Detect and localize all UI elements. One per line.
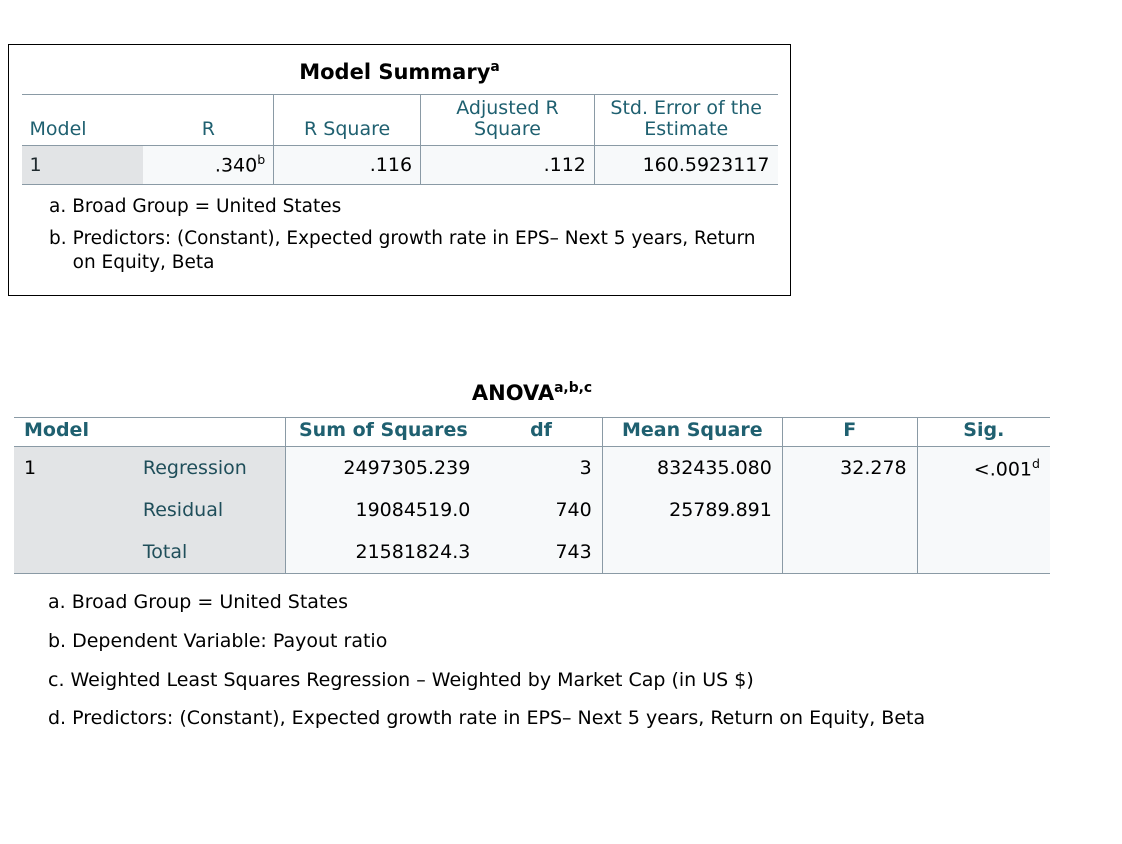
cell-r-square: .116 (274, 145, 421, 184)
cell-std-error: 160.5923117 (594, 145, 777, 184)
cell-mean-square: 25789.891 (602, 489, 782, 531)
table-row (14, 489, 1050, 531)
cell-sig (917, 531, 1050, 574)
table-row (22, 145, 778, 184)
anova-title-text: ANOVA (471, 381, 555, 405)
cell-sum-of-squares: 21581824.3 (286, 531, 480, 574)
column-header-sig: Sig. (917, 418, 1050, 447)
footnote-c-label: c. (48, 668, 65, 691)
cell-r-value: .340 (214, 154, 258, 177)
footnote-a (9, 195, 790, 219)
footnote-d (14, 706, 1050, 731)
model-summary-title-text: Model Summary (299, 60, 491, 84)
cell-sig-superscript: d (1032, 456, 1040, 472)
cell-df: 3 (480, 447, 602, 490)
column-header-std-error: Std. Error of the Estimate (594, 95, 777, 146)
footnote-b (9, 227, 790, 275)
cell-r (143, 145, 273, 184)
footnote-b-text: Dependent Variable: Payout ratio (72, 629, 388, 652)
cell-source-regression: Regression (127, 447, 286, 490)
footnote-d-text: Predictors: (Constant), Expected growth rate in EPS– Next 5 years, Return on Equity, Beta (72, 707, 926, 730)
table-row (14, 447, 1050, 490)
cell-mean-square: 832435.080 (602, 447, 782, 490)
cell-sum-of-squares: 2497305.239 (286, 447, 480, 490)
footnote-a-text: Broad Group = United States (72, 195, 342, 217)
anova-title (14, 380, 1050, 417)
cell-model (14, 531, 127, 574)
anova-table-block (14, 380, 1114, 745)
column-header-f: F (782, 418, 917, 447)
cell-df: 743 (480, 531, 602, 574)
footnote-b-label: b. (49, 227, 67, 249)
cell-f (782, 531, 917, 574)
column-header-r-square: R Square (274, 95, 421, 146)
column-header-model: Model (22, 95, 144, 146)
footnote-d-label: d. (48, 707, 67, 730)
footnote-c-text: Weighted Least Squares Regression – Weighted by Market Cap (in US $) (70, 668, 754, 691)
model-summary-title-superscript: a (490, 59, 500, 75)
footnote-b (14, 629, 1050, 654)
column-header-df: df (480, 418, 602, 447)
cell-model (14, 489, 127, 531)
anova-title-superscript: a,b,c (554, 380, 593, 396)
model-summary-table-box (8, 44, 791, 296)
cell-sig (917, 489, 1050, 531)
cell-mean-square (602, 531, 782, 574)
footnote-a-label: a. (48, 591, 66, 614)
footnote-a-label: a. (49, 195, 67, 217)
column-header-mean-square: Mean Square (602, 418, 782, 447)
footnote-b-label: b. (48, 629, 67, 652)
cell-source-residual: Residual (127, 489, 286, 531)
model-summary-table (22, 94, 778, 185)
cell-source-total: Total (127, 531, 286, 574)
model-summary-header-row (22, 95, 778, 146)
cell-model: 1 (14, 447, 127, 490)
column-header-source (127, 418, 286, 447)
cell-f: 32.278 (782, 447, 917, 490)
cell-sum-of-squares: 19084519.0 (286, 489, 480, 531)
cell-f (782, 489, 917, 531)
model-summary-footnotes (9, 185, 790, 295)
table-row (14, 531, 1050, 574)
cell-r-superscript: b (257, 152, 266, 168)
footnote-b-text: Predictors: (Constant), Expected growth rate in EPS– Next 5 years, Return on Equity, Beta (72, 227, 756, 273)
footnote-c (14, 668, 1050, 693)
column-header-r: R (143, 95, 273, 146)
anova-table (14, 417, 1050, 574)
cell-df: 740 (480, 489, 602, 531)
model-summary-title (9, 45, 790, 94)
anova-header-row (14, 418, 1050, 447)
column-header-adjusted-r-square: Adjusted R Square (421, 95, 595, 146)
cell-sig-value: <.001 (973, 458, 1033, 481)
column-header-model: Model (14, 418, 127, 447)
anova-footnotes (14, 590, 1050, 731)
footnote-a (14, 590, 1050, 615)
cell-model: 1 (22, 145, 144, 184)
cell-adjusted-r-square: .112 (421, 145, 595, 184)
cell-sig (917, 447, 1050, 490)
footnote-a-text: Broad Group = United States (71, 591, 348, 614)
column-header-sum-of-squares: Sum of Squares (286, 418, 480, 447)
